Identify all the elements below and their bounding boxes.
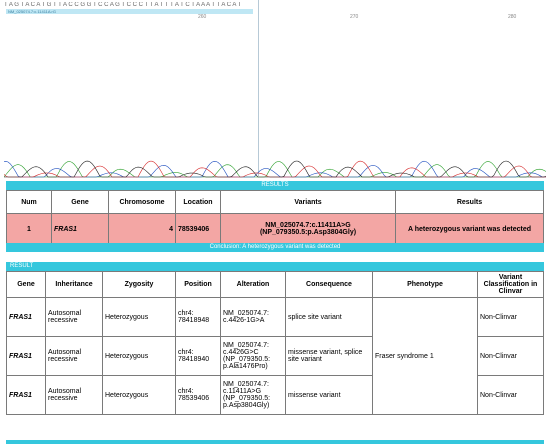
detail-phenotype: Fraser syndrome 1 <box>373 298 478 415</box>
detail-alteration: NM_025074.7: c.4426-1G>A <box>221 298 286 337</box>
summary-header-row <box>7 191 544 214</box>
header-chromosome: Chromosome <box>109 191 176 214</box>
trace-line <box>4 161 546 177</box>
header-zygosity: Zygosity <box>103 272 176 298</box>
detail-zygosity: Heterozygous <box>103 298 176 337</box>
detail-position: chr4: 78539406 <box>176 376 221 415</box>
header-inheritance: Inheritance <box>46 272 103 298</box>
trace-line <box>4 161 546 177</box>
summary-variant <box>221 214 396 245</box>
detail-header-row <box>7 272 544 298</box>
variant-line1: NM_025074.7:c.11411A>G <box>265 222 351 229</box>
header-phenotype: Phenotype <box>373 272 478 298</box>
ruler-tick: 260 <box>198 14 207 20</box>
detail-clinvar: Non-Clinvar <box>478 337 544 376</box>
header-gene: Gene <box>52 191 109 214</box>
summary-chromosome: 4 <box>109 214 176 245</box>
detail-zygosity: Heterozygous <box>103 376 176 415</box>
result-bar: RESULT <box>6 262 544 271</box>
detail-gene: FRAS1 <box>7 337 46 376</box>
results-bar: RESULTS <box>6 181 544 190</box>
variant-line2: (NP_079350.5:p.Asp3804Gly) <box>259 229 357 236</box>
detail-position: chr4: 78418940 <box>176 337 221 376</box>
summary-result: A heterozygous variant was detected <box>396 214 544 245</box>
summary-row <box>7 214 544 245</box>
variant-highlight-label: NM_025074.7:c.11411A>G <box>8 9 56 14</box>
detail-consequence: missense variant, splice site variant <box>286 337 373 376</box>
detail-alteration: NM_025074.7: c.4426G>C (NP_079350.5: p.Ala1476Pro) <box>221 337 286 376</box>
summary-gene: FRAS1 <box>52 214 109 245</box>
summary-location: 78539406 <box>176 214 221 245</box>
footer-bar <box>6 440 544 444</box>
trace-line <box>4 161 546 177</box>
summary-table <box>6 190 544 245</box>
detail-alteration: NM_025074.7: c.11411A>G (NP_079350.5: p.Asp3804Gly) <box>221 376 286 415</box>
ruler-tick: 280 <box>508 14 517 20</box>
detail-row <box>7 298 544 337</box>
conclusion-bar: Conclusion: A heterozygous variant was detected <box>6 243 544 252</box>
chromatogram-trace <box>4 145 546 179</box>
header-results: Results <box>396 191 544 214</box>
sequence-bases: T A G T A C A T G T T A C C G G T C C A G T C C C T T A T T T A T C T A A A T T A C A T <box>4 2 242 8</box>
summary-num: 1 <box>7 214 52 245</box>
header-variants: Variants <box>221 191 396 214</box>
detail-inheritance: Autosomal recessive <box>46 376 103 415</box>
header-location: Location <box>176 191 221 214</box>
header-position: Position <box>176 272 221 298</box>
detail-zygosity: Heterozygous <box>103 337 176 376</box>
detail-clinvar: Non-Clinvar <box>478 298 544 337</box>
header-num: Num <box>7 191 52 214</box>
detail-gene: FRAS1 <box>7 376 46 415</box>
header-clinvar: Variant Classification in Clinvar <box>478 272 544 298</box>
detail-inheritance: Autosomal recessive <box>46 337 103 376</box>
detail-position: chr4: 78418948 <box>176 298 221 337</box>
position-ruler <box>0 14 550 24</box>
detail-table <box>6 271 544 415</box>
header-alteration: Alteration <box>221 272 286 298</box>
detail-clinvar: Non-Clinvar <box>478 376 544 415</box>
detail-consequence: splice site variant <box>286 298 373 337</box>
detail-gene: FRAS1 <box>7 298 46 337</box>
header-gene: Gene <box>7 272 46 298</box>
trace-line <box>4 161 546 177</box>
header-consequence: Consequence <box>286 272 373 298</box>
ruler-tick: 270 <box>350 14 359 20</box>
detail-inheritance: Autosomal recessive <box>46 298 103 337</box>
detail-consequence: missense variant <box>286 376 373 415</box>
